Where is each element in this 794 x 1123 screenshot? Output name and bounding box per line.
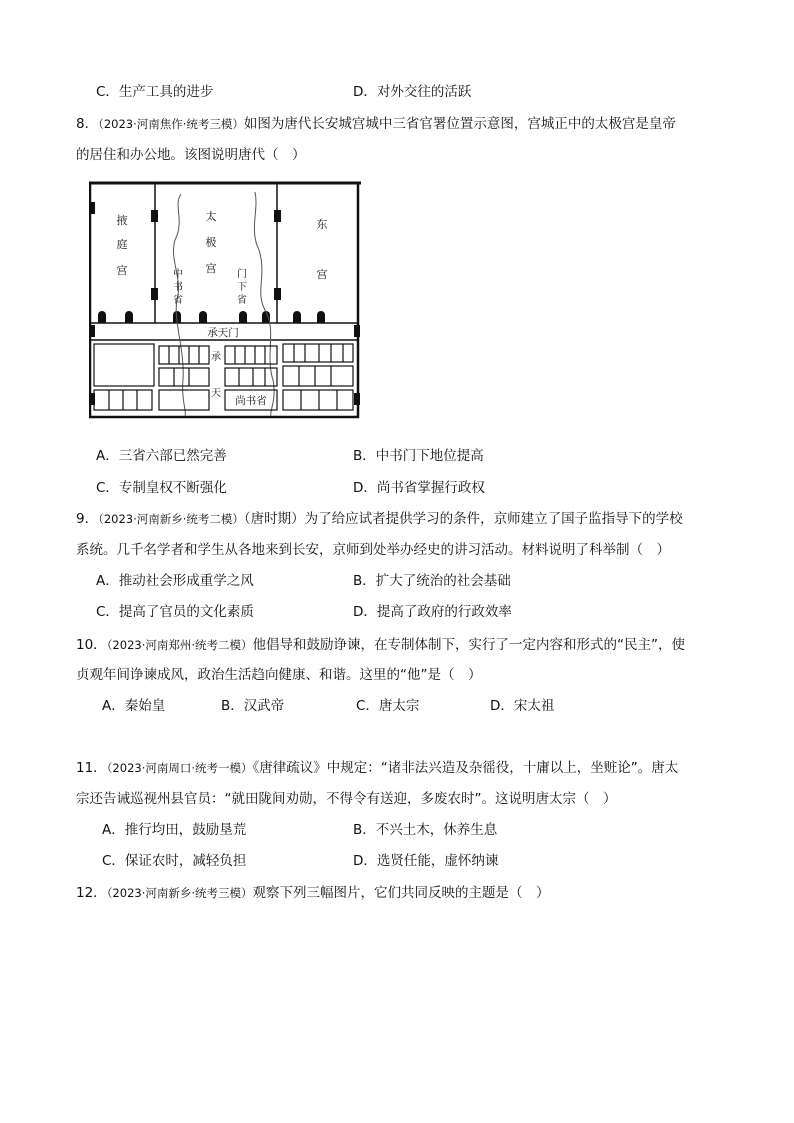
q9-option-d: D．提高了政府的行政效率 <box>353 604 512 620</box>
taiji-char-2: 极 <box>205 236 217 249</box>
q11-source: （2023·河南周口·统考一模） <box>106 761 253 775</box>
q8-source: （2023·河南焦作·统考三模） <box>98 117 244 131</box>
route-line-east <box>254 192 274 416</box>
q8-option-a: A．三省六部已然完善 <box>96 448 227 464</box>
shangshu-label: 尚书省 <box>235 395 267 407</box>
q9-stem-line1 <box>76 510 683 528</box>
yeting-char-1: 掖 <box>116 214 128 227</box>
gate-tower <box>89 325 95 337</box>
q11-stem-text1: 《唐律疏议》中规定：“诸非法兴造及杂徭役，十庸以上，坐赃论”。唐太 <box>252 760 679 776</box>
q8-stem-text1: 如图为唐代长安城宫城中三省官署位置示意图，宫城正中的太极宫是皇帝 <box>243 116 676 132</box>
q10-stem-line1 <box>76 636 685 654</box>
q7-option-d: D．对外交往的活跃 <box>353 84 472 100</box>
q11-option-c: C．保证农时，减轻负担 <box>102 853 247 869</box>
menxia-char-2: 下 <box>237 282 247 293</box>
q10-option-b: B．汉武帝 <box>221 698 285 714</box>
q9-option-b: B．扩大了统治的社会基础 <box>353 573 511 589</box>
menxia-char-3: 省 <box>237 295 247 306</box>
q10-option-d: D．宋太祖 <box>490 698 555 714</box>
q10-stem-text1: 他倡导和鼓励诤谏，在专制体制下，实行了一定内容和形式的“民主”，使 <box>252 637 686 653</box>
office-blocks <box>94 344 353 410</box>
q9-option-c: C．提高了官员的文化素质 <box>96 604 254 620</box>
q11-option-d: D．选贤任能，虚怀纳谏 <box>353 853 499 869</box>
q12-number: 12． <box>76 885 107 901</box>
q9-number: 9． <box>76 511 99 527</box>
q8-number: 8． <box>76 116 99 132</box>
chengtian-street-char-2: 天 <box>211 388 221 399</box>
gate-tower <box>274 288 281 300</box>
q10-option-a: A．秦始皇 <box>102 698 166 714</box>
q11-stem-line2: 宗还告诫巡视州县官员：“就田陇间劝勋，不得令有送迎，多废农时”。这说明唐太宗（ ） <box>76 791 617 807</box>
q8-stem-line2: 的居住和办公地。该图说明唐代（ ） <box>76 147 306 163</box>
chengtianmen-label: 承天门 <box>207 327 239 339</box>
zhongshu-char-2: 书 <box>173 282 183 293</box>
gate-tower <box>151 288 158 300</box>
q8-stem-line1 <box>76 115 676 133</box>
zhongshu-char-3: 省 <box>173 295 183 306</box>
q9-option-a: A．推动社会形成重学之风 <box>96 573 254 589</box>
q10-stem-line2: 贞观年间诤谏成风，政治生活趋向健康、和谐。这里的“他”是（ ） <box>76 667 482 683</box>
gate-tower <box>274 210 281 222</box>
gate-tower <box>151 210 158 222</box>
q9-source: （2023·河南新乡·统考二模） <box>98 512 244 526</box>
yeting-char-3: 宫 <box>116 264 128 277</box>
q11-stem-line1 <box>76 759 678 777</box>
donggong-char-1: 东 <box>316 218 328 231</box>
q12-stem-text1: 观察下列三幅图片，它们共同反映的主题是（ ） <box>252 885 550 901</box>
q9-stem-text1: （唐时期）为了给应试者提供学习的条件，京师建立了国子监指导下的学校 <box>243 511 683 527</box>
q7-option-c: C．生产工具的进步 <box>96 84 214 100</box>
q10-number: 10． <box>76 637 107 653</box>
gate-tower <box>354 325 360 337</box>
donggong-char-2: 宫 <box>316 268 328 281</box>
menxia-char-1: 门 <box>237 269 247 280</box>
taiji-char-1: 太 <box>205 210 217 223</box>
q12-source: （2023·河南新乡·统考三模） <box>106 886 253 900</box>
gate-tower <box>89 202 95 214</box>
zhongshu-char-1: 中 <box>173 269 183 280</box>
gate-tower <box>354 393 360 405</box>
q12-stem-line1 <box>76 884 550 902</box>
q8-palace-map-figure <box>89 180 361 420</box>
q10-option-c: C．唐太宗 <box>356 698 420 714</box>
palace-map-svg <box>89 180 361 420</box>
q11-number: 11． <box>76 760 107 776</box>
q8-option-c: C．专制皇权不断强化 <box>96 480 227 496</box>
q9-stem-line2: 系统。几千名学者和学生从各地来到长安，京师到处举办经史的讲习活动。材料说明了科举制（ ） <box>76 542 670 558</box>
gate-arch-row <box>98 311 325 323</box>
chengtian-street-char-1: 承 <box>211 352 221 363</box>
q11-option-b: B．不兴土木，休养生息 <box>353 822 498 838</box>
q8-option-d: D．尚书省掌握行政权 <box>353 480 485 496</box>
q8-option-b: B．中书门下地位提高 <box>353 448 484 464</box>
taiji-char-3: 宫 <box>205 262 217 275</box>
q10-source: （2023·河南郑州·统考二模） <box>106 638 253 652</box>
q11-option-a: A．推行均田，鼓励垦荒 <box>102 822 247 838</box>
yeting-char-2: 庭 <box>116 238 128 251</box>
